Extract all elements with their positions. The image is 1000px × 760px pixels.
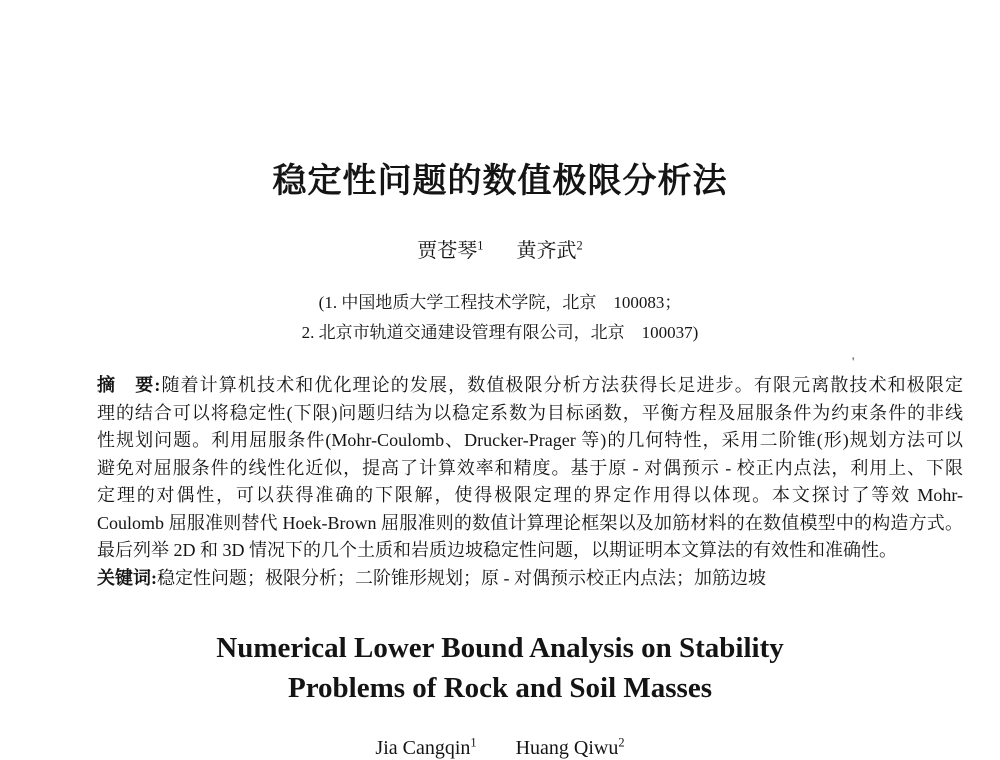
paper-title-english-line-2: Problems of Rock and Soil Masses [287, 672, 712, 704]
abstract-line-7: 最后列举 2D 和 3D 情况下的几个土质和岩质边坡稳定性问题，以期证明本文算法的有效性和准确性。 [97, 540, 897, 560]
keywords-label: 关键词: [97, 567, 157, 588]
author-english-1 [375, 737, 476, 759]
abstract-line-3: 性规划问题。利用屈服条件(Mohr-Coulomb、Drucker-Prager 等)的几何特性，采用二阶锥(形)规划方法可以 [97, 430, 963, 450]
abstract-line-6: Coulomb 屈服准则替代 Hoek-Brown 屈服准则的数值计算理论框架以及加筋材料的在数值模型中的构造方式。 [97, 512, 963, 533]
author-english-2-superscript: 2 [618, 735, 625, 750]
paper-title-chinese: 稳定性问题的数值极限分析法 [272, 163, 728, 200]
affiliation-line-1: (1. 中国地质大学工程技术学院，北京 100083； [318, 293, 682, 312]
author-english-2 [516, 737, 625, 759]
author-chinese-2-name: 黄齐武 [516, 240, 577, 262]
author-english-1-superscript: 1 [470, 735, 477, 750]
author-chinese-1 [417, 238, 483, 264]
affiliations [0, 288, 1000, 348]
abstract-line-1-text: 随着计算机技术和优化理论的发展，数值极限分析方法获得长足进步。有限元离散技术和极限定 [160, 375, 963, 395]
keywords-line [97, 565, 963, 593]
abstract-label: 摘 要: [97, 375, 161, 395]
author-english-2-name: Huang Qiwu [515, 737, 619, 759]
abstract-line-2: 理的结合可以将稳定性(下限)问题归结为以稳定系数为目标函数，平衡方程及屈服条件为约束条件的非线 [97, 402, 963, 423]
author-chinese-2 [517, 238, 583, 264]
author-chinese-2-superscript: 2 [576, 238, 583, 253]
paper-title-english [0, 628, 1000, 708]
author-chinese-1-name: 贾苍琴 [417, 240, 478, 262]
authors-english [0, 736, 1000, 760]
abstract-line-5: 定理的对偶性，可以获得准确的下限解，使得极限定理的界定作用得以体现。本文探讨了等效 Mohr- [97, 485, 963, 505]
paper-title-english-line-1: Numerical Lower Bound Analysis on Stability [216, 632, 784, 664]
author-english-1-name: Jia Cangqin [375, 737, 471, 759]
abstract-line-4: 避免对屈服条件的线性化近似，提高了计算效率和精度。基于原 - 对偶预示 - 校正内点法，利用上、下限 [97, 457, 963, 478]
affiliation-line-2: 2. 北京市轨道交通建设管理有限公司，北京 100037) [301, 323, 699, 342]
scan-artifact-mark: ' [852, 354, 855, 369]
abstract-section [97, 372, 963, 592]
authors-chinese [0, 238, 1000, 264]
keywords-text: 稳定性问题；极限分析；二阶锥形规划；原 - 对偶预示校正内点法；加筋边坡 [157, 567, 766, 588]
author-chinese-1-superscript: 1 [477, 238, 484, 253]
abstract-line-1 [97, 372, 963, 400]
